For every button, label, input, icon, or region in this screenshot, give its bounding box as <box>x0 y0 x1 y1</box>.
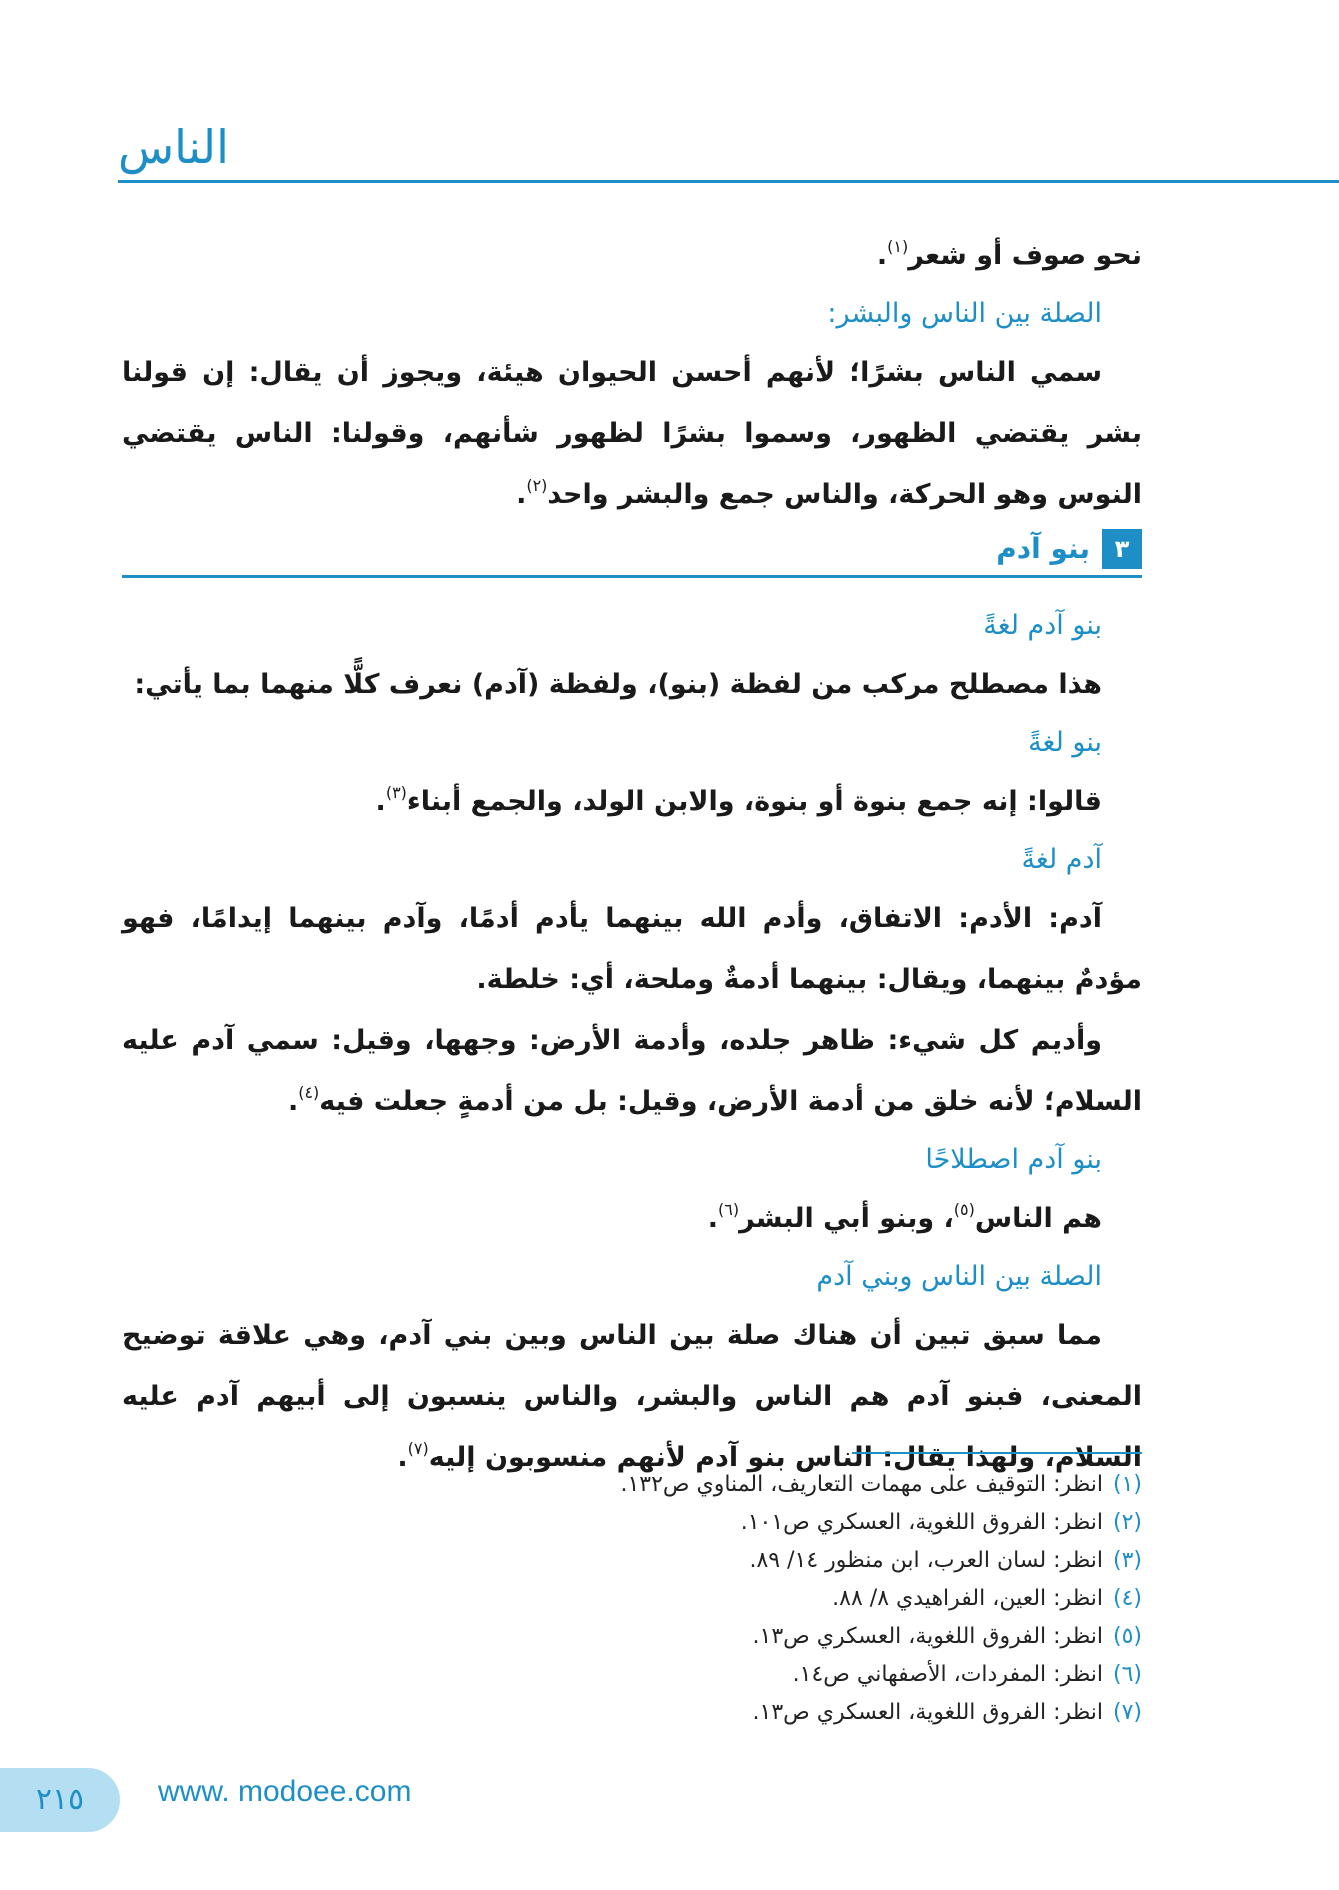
paragraph: هم الناس$^{(٥)}$، وبنو أبي البشر$^{(٦)}$. <box>707 1200 1102 1234</box>
footnote: (٣)انظر: لسان العرب، ابن منظور ١٤/ ٨٩. <box>749 1548 1142 1573</box>
footnote: (٢)انظر: الفروق اللغوية، العسكري ص١٠١. <box>740 1510 1142 1535</box>
paragraph: نحو صوف أو شعر$^{(١)}$. <box>876 237 1142 271</box>
footnote-ref[interactable]: (٤) <box>298 1083 320 1102</box>
subheading: بنو آدم اصطلاحًا <box>925 1144 1102 1175</box>
footnote: (٦)انظر: المفردات، الأصفهاني ص١٤. <box>792 1662 1142 1687</box>
footnote-ref[interactable]: (٧) <box>407 1439 429 1458</box>
footnote: (٥)انظر: الفروق اللغوية، العسكري ص١٣. <box>752 1624 1142 1649</box>
footnote: (١)انظر: التوقيف على مهمات التعاريف، المناوي ص١٣٢. <box>620 1472 1142 1497</box>
paragraph: آدم: الأدم: الاتفاق، وأدم الله بينهما يأدم أدمًا، وآدم بينهما إيدامًا، فهو مؤدمٌ بينهما، ويقال: بينهما أدمةٌ وملحة، أي: خلطة. <box>122 903 1142 995</box>
subheading: آدم لغةً <box>1021 844 1102 875</box>
subheading: بنو لغةً <box>1028 727 1102 758</box>
footnote-ref[interactable]: (١) <box>887 237 909 256</box>
subheading: الصلة بين الناس والبشر: <box>827 298 1102 329</box>
paragraph: مما سبق تبين أن هناك صلة بين الناس وبين بني آدم، وهي علاقة توضيح المعنى، فبنو آدم هم الناس والبشر، والناس ينسبون إلى أبيهم آدم عليه السلام، ولهذا يقال: الناس بنو آدم لأنهم منسوبون إليه$^{(٧)}$. <box>122 1320 1142 1473</box>
section-title: بنو آدم <box>996 532 1090 565</box>
paragraph: سمي الناس بشرًا؛ لأنهم أحسن الحيوان هيئة، ويجوز أن يقال: إن قولنا بشر يقتضي الظهور، وسموا بشرًا لظهور شأنهم، وقولنا: الناس يقتضي النوس وهو الحركة، والناس جمع والبشر واحد$^{(٢)}$. <box>122 357 1142 510</box>
footnote-ref[interactable]: (٣) <box>385 783 407 802</box>
section-heading <box>122 529 1142 578</box>
paragraph: قالوا: إنه جمع بنوة أو بنوة، والابن الولد، والجمع أبناء$^{(٣)}$. <box>375 783 1102 817</box>
subheading: الصلة بين الناس وبني آدم <box>816 1261 1102 1292</box>
footnote-ref[interactable]: (٢) <box>526 476 548 495</box>
page-number: ٢١٥ <box>0 1768 120 1832</box>
subheading: بنو آدم لغةً <box>983 610 1102 641</box>
footnote-divider <box>852 1452 1142 1454</box>
website-link[interactable]: www. modoee.com <box>158 1775 412 1808</box>
chapter-title: الناس <box>118 120 229 174</box>
section-number: ٣ <box>1102 529 1142 569</box>
footnotes <box>122 1452 1142 1732</box>
paragraph: وأديم كل شيء: ظاهر جلده، وأدمة الأرض: وجهها، وقيل: سمي آدم عليه السلام؛ لأنه خلق من أدمة الأرض، وقيل: بل من أدمةٍ جعلت فيه$^{(٤)}$. <box>122 1025 1142 1117</box>
footnote-ref[interactable]: (٥) <box>953 1200 975 1219</box>
footnote: (٤)انظر: العين، الفراهيدي ٨/ ٨٨. <box>832 1586 1142 1611</box>
footnote-ref[interactable]: (٦) <box>717 1200 740 1219</box>
footnote: (٧)انظر: الفروق اللغوية، العسكري ص١٣. <box>752 1700 1142 1725</box>
paragraph: هذا مصطلح مركب من لفظة (بنو)، ولفظة (آدم) نعرف كلًّا منهما بما يأتي: <box>134 669 1102 700</box>
running-header <box>118 108 1339 183</box>
main-content <box>122 225 1142 1488</box>
